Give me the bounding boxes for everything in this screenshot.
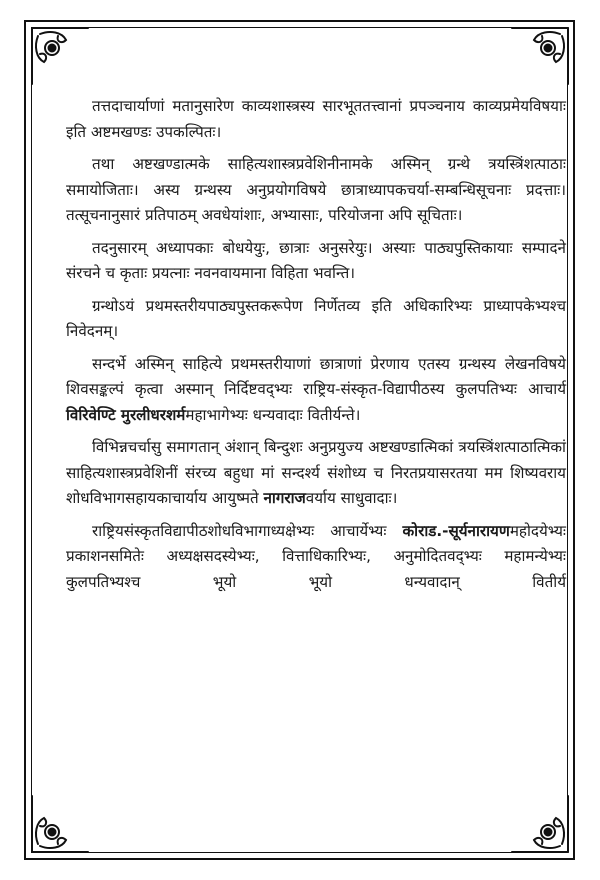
paragraph xyxy=(66,435,566,512)
paragraph-text: तत्तदाचार्याणां मतानुसारेण काव्यशास्त्रस्य सारभूततत्त्वानां प्रपञ्चनाय काव्यप्रमेयविषयाः इति अष्टमखण्डः उपकल्पितः। xyxy=(66,97,566,141)
paragraph-text: वर्याय साधुवादाः। xyxy=(305,489,398,507)
person-name: नागराज xyxy=(263,489,306,507)
paragraph xyxy=(66,294,566,345)
corner-ornament-icon xyxy=(510,24,572,86)
paragraph xyxy=(66,236,566,287)
paragraph-text: महोदयेभ्यः प्रकाशनसमितेः अध्यक्षसदस्येभ्यः, वित्ताधिकारिभ्यः, अनुमोदितवद्भ्यः महामन्येभ्यः कुलपतिभ्यश्च भूयो भूयो धन्यवादान् वितीर्य xyxy=(66,521,566,591)
paragraph-text: ग्रन्थोऽयं प्रथमस्तरीयपाठ्यपुस्तकरूपेण निर्णेतव्य इति अधिकारिभ्यः प्राध्यापकेभ्यश्च निवेदनम्। xyxy=(66,296,566,340)
paragraph xyxy=(66,94,566,145)
corner-ornament-icon xyxy=(28,794,90,856)
paragraph-text: सन्दर्भे अस्मिन् साहित्ये प्रथमस्तरीयाणां छात्राणां प्रेरणाय एतस्य ग्रन्थस्य लेखनविषये शिवसङ्कल्पं कृत्वा अस्मान् निर्दिष्टवद्भ्यः राष्ट्रिय-संस्कृत-विद्यापीठस्य कुलपतिभ्यः आचार्य xyxy=(66,354,566,398)
paragraph-text: विभिन्नचर्चासु समागतान् अंशान् बिन्दुशः अनुप्रयुज्य अष्टखण्डात्मिकां त्रयस्त्रिंशत्पाठात्मिकां साहित्यशास्त्रप्रवेशिनीं संरच्य बहुधा मां सन्दर्श्य संशोध्य च निरतप्रयासरतया मम शिष्यवराय शोधविभागसहायकाचार्याय आयुष्मते xyxy=(66,438,566,507)
paragraph xyxy=(66,152,566,229)
paragraph-text: राष्ट्रियसंस्कृतविद्यापीठशोधविभागाध्यक्षेभ्यः आचार्येभ्यः xyxy=(92,521,403,540)
paragraph-text: तदनुसारम् अध्यापकाः बोधयेयुः, छात्राः अनुसरेयुः। अस्याः पाठ्यपुस्तिकायाः सम्पादने संरचने च कृताः प्रयत्नाः नवनवायमाना विहिता भवन्ति। xyxy=(66,238,566,282)
person-name: कोराड.-सूर्यनारायण xyxy=(402,521,510,540)
corner-ornament-icon xyxy=(510,794,572,856)
corner-ornament-icon xyxy=(28,24,90,86)
paragraph-text: महाभागेभ्यः धन्यवादाः वितीर्यन्ते। xyxy=(185,405,361,424)
person-name: विरिवेण्टि मुरलीधरशर्म xyxy=(66,405,186,424)
paragraph xyxy=(66,352,566,429)
preface-body xyxy=(66,94,566,602)
paragraph-text: तथा अष्टखण्डात्मके साहित्यशास्त्रप्रवेशिनीनामके अस्मिन् ग्रन्थे त्रयस्त्रिंशत्पाठाः समायोजिताः। अस्य ग्रन्थस्य अनुप्रयोगविषये छात्राध्यापकचर्या-सम्बन्धिसूचनाः प्रदत्ताः। तत्सूचनानुसारं प्रतिपाठम् अवधेयांशाः, अभ्यासाः, परियोजना अपि सूचिताः। xyxy=(66,155,566,224)
paragraph xyxy=(66,519,566,596)
